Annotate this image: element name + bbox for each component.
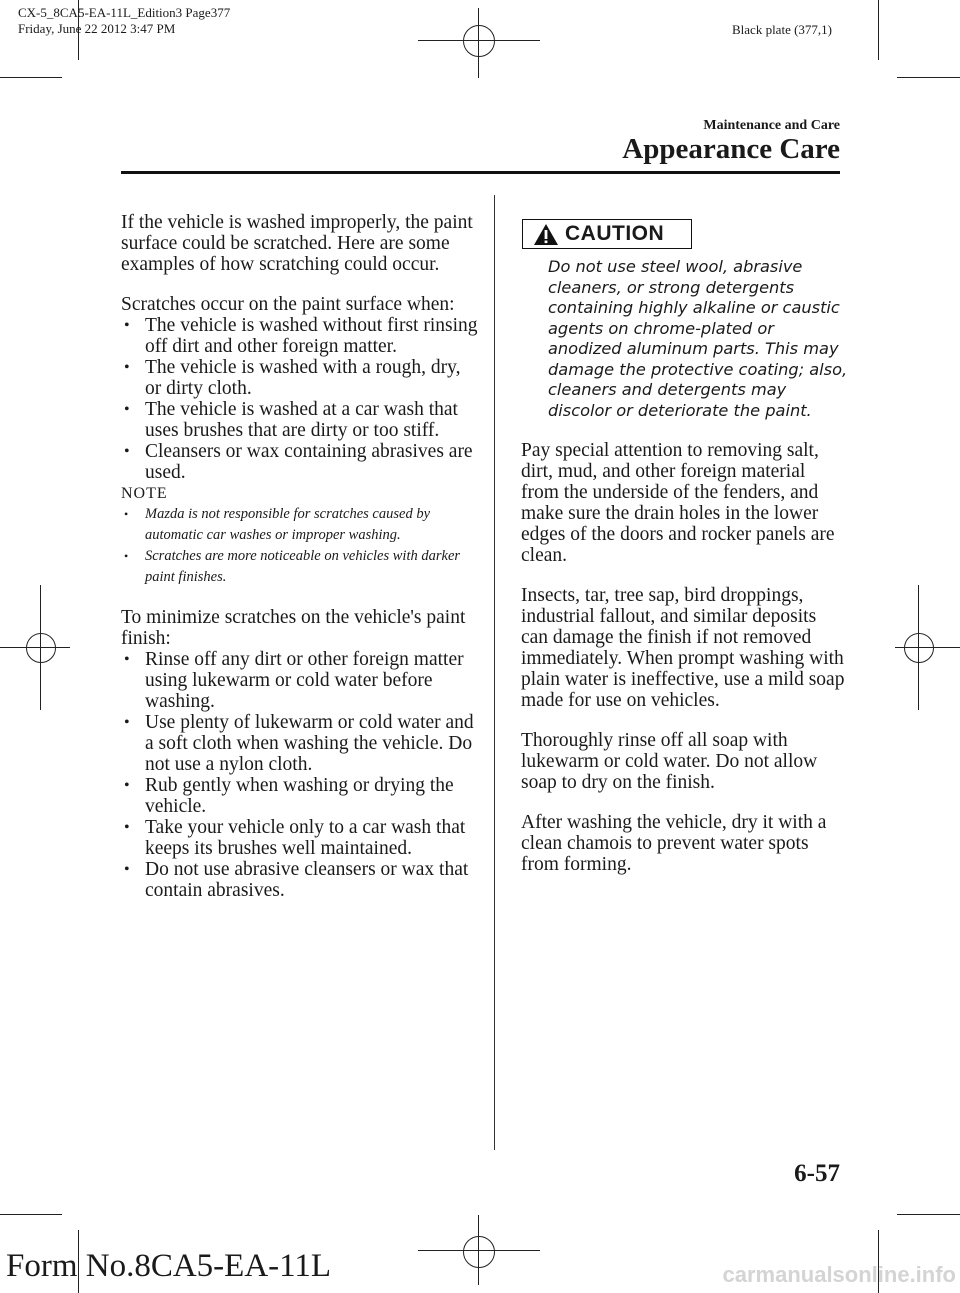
- caution-label: CAUTION: [565, 222, 665, 245]
- scratch-lead: Scratches occur on the paint surface when:: [121, 294, 455, 315]
- scratch-list: [121, 315, 479, 483]
- note-item: • Scratches are more noticeable on vehicles with darker paint finishes.: [121, 546, 479, 588]
- list-item: • The vehicle is washed at a car wash that uses brushes that are dirty or too stiff.: [121, 399, 479, 441]
- warning-triangle-icon: [533, 223, 559, 246]
- right-column: [521, 440, 846, 875]
- minimize-lead: To minimize scratches on the vehicle's paint finish:: [121, 607, 466, 649]
- file-info: [18, 5, 230, 37]
- note-list: [121, 504, 479, 588]
- section-title: Appearance Care: [622, 133, 840, 165]
- left-column: [121, 212, 479, 901]
- section-small-title: Maintenance and Care: [703, 118, 840, 133]
- file-line: CX-5_8CA5-EA-11L_Edition3 Page377: [18, 5, 231, 20]
- list-item: • Do not use abrasive cleansers or wax that contain abrasives.: [121, 859, 479, 901]
- list-item: • Rub gently when washing or drying the vehicle.: [121, 775, 479, 817]
- list-item: • Rinse off any dirt or other foreign matter using lukewarm or cold water before washing.: [121, 649, 479, 712]
- date-line: Friday, June 22 2012 3:47 PM: [18, 21, 176, 36]
- list-item: • Take your vehicle only to a car wash that keeps its brushes well maintained.: [121, 817, 479, 859]
- page-number: 6-57: [794, 1160, 840, 1187]
- paragraph: Thoroughly rinse off all soap with lukewarm or cold water. Do not allow soap to dry on the finish.: [521, 730, 818, 793]
- list-item: • Use plenty of lukewarm or cold water and a soft cloth when washing the vehicle. Do not use a nylon cloth.: [121, 712, 479, 775]
- intro-paragraph: If the vehicle is washed improperly, the paint surface could be scratched. Here are some examples of how scratching could occur.: [121, 212, 473, 275]
- list-item: • The vehicle is washed without first rinsing off dirt and other foreign matter.: [121, 315, 479, 357]
- column-divider: [494, 195, 495, 1150]
- caution-header: [522, 219, 692, 249]
- caution-text: Do not use steel wool, abrasive cleaners, or strong detergents containing highly alkaline or caustic agents on chrome-plated or anodized aluminum parts. This may damage the protective coating; also, cleaners and detergents may discolor or deteriorate the paint.: [548, 257, 848, 420]
- note-item: • Mazda is not responsible for scratches caused by automatic car washes or improper washing.: [121, 504, 479, 546]
- list-item: • The vehicle is washed with a rough, dry, or dirty cloth.: [121, 357, 479, 399]
- note-title: NOTE: [121, 485, 168, 502]
- list-item: • Cleansers or wax containing abrasives are used.: [121, 441, 479, 483]
- paragraph: After washing the vehicle, dry it with a clean chamois to prevent water spots from forming.: [521, 812, 827, 875]
- plate-label: Black plate (377,1): [732, 22, 832, 37]
- header-rule: [121, 171, 840, 174]
- form-number: Form No.8CA5-EA-11L: [6, 1248, 332, 1284]
- paragraph: Insects, tar, tree sap, bird droppings, industrial fallout, and similar deposits can damage the finish if not removed immediately. When prompt washing with plain water is ineffective, use a mild soap made for use on vehicles.: [521, 585, 845, 711]
- paragraph: Pay special attention to removing salt, dirt, mud, and other foreign material from the underside of the fenders, and make sure the drain holes in the lower edges of the doors and rocker panels are clean.: [521, 440, 835, 566]
- watermark: carmanualsonline.info: [722, 1262, 956, 1287]
- minimize-list: [121, 649, 479, 901]
